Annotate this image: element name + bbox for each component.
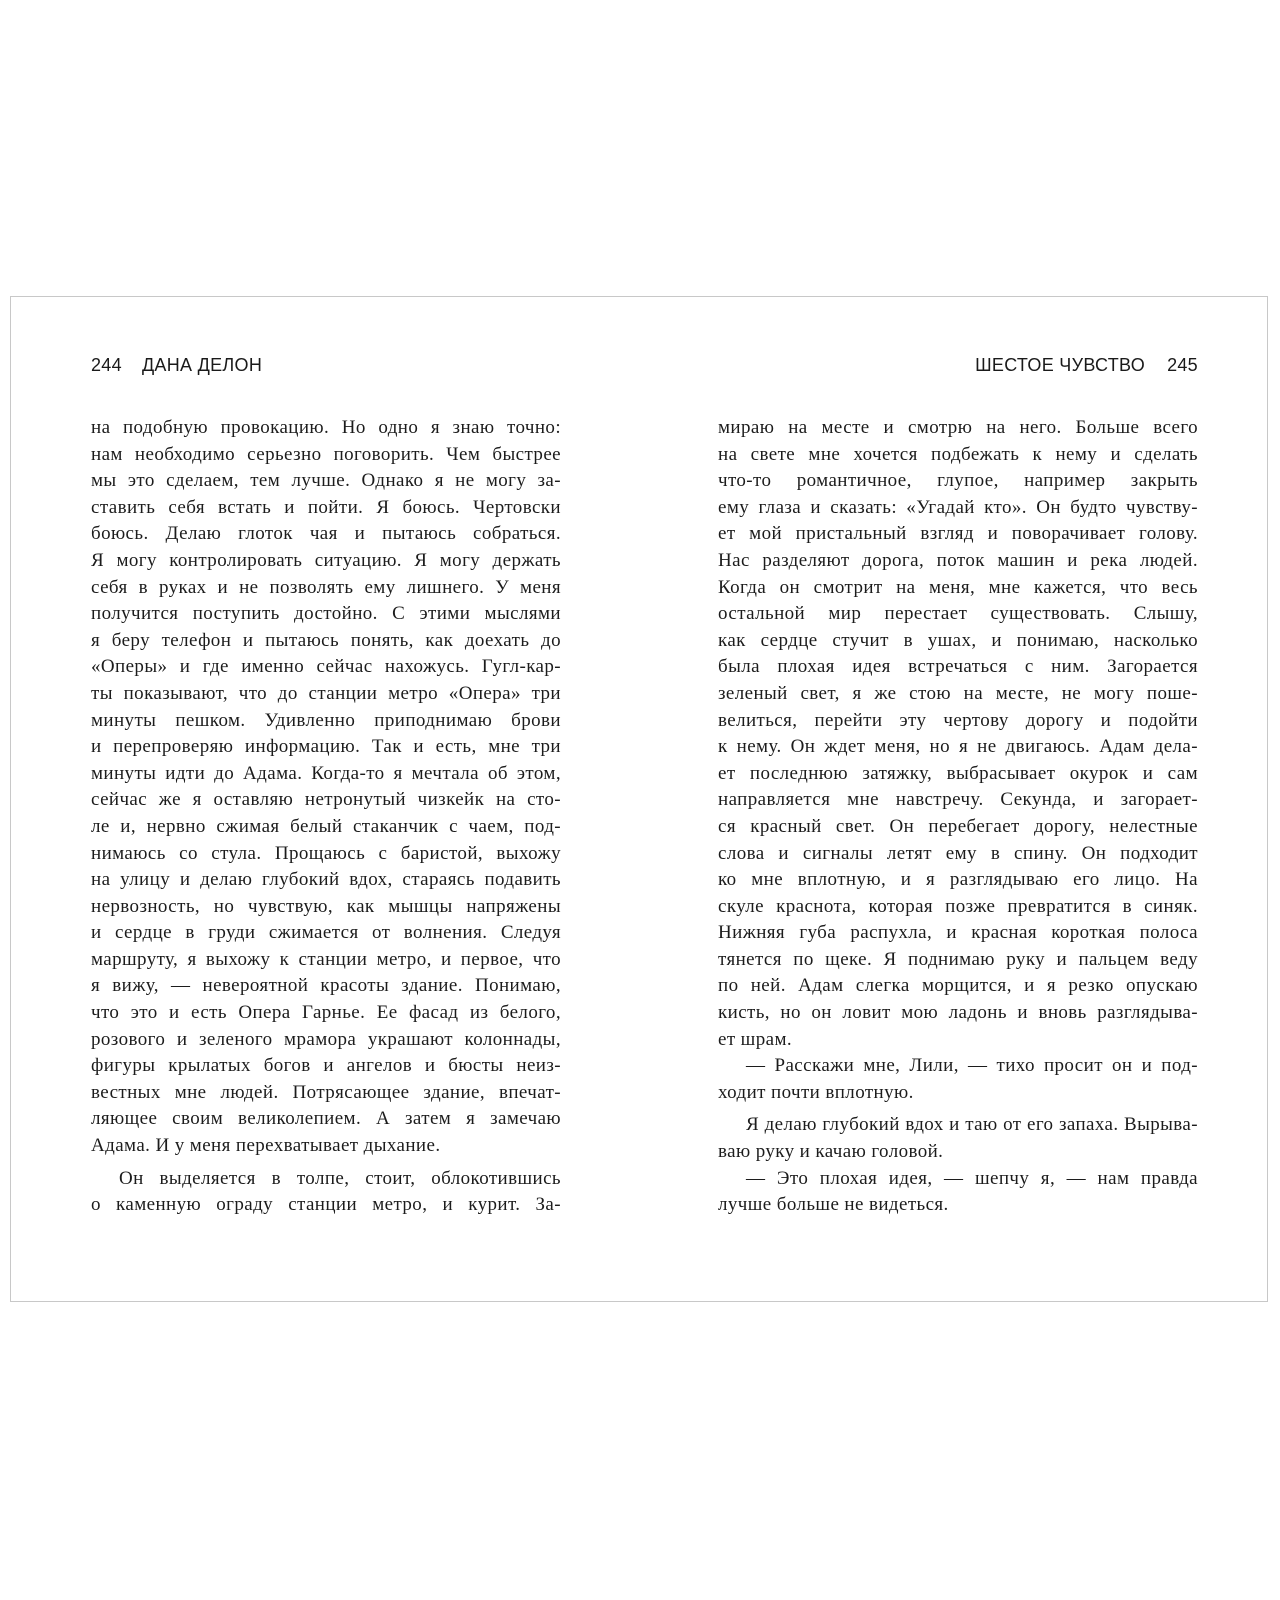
text-line: себя в руках и не позволять ему лишнего. У меня [91,576,561,598]
text-line: что это и есть Опера Гарнье. Ее фасад из белого, [91,1002,561,1024]
text-line: велиться, перейти эту чертову дорогу и подойти [718,709,1198,731]
text-line: боюсь. Делаю глоток чая и пытаюсь собраться. [91,523,561,545]
text-line: на улицу и делаю глубокий вдох, стараясь подавить [91,869,561,891]
text-line: и перепроверяю информацию. Так и есть, мне три [91,736,561,758]
text-line: ет последнюю затяжку, выбрасывает окурок и сам [718,762,1198,784]
text-line: Нас разделяют дорога, поток машин и река людей. [718,549,1198,571]
text-line: по ней. Адам слегка морщится, и я резко опускаю [718,975,1198,997]
book-spread [10,296,1268,1302]
text-line: ет шрам. [718,1028,793,1050]
right-body-text [718,415,1198,1219]
left-running-head [91,355,641,379]
text-line: — Это плохая идея, — шепчу я, — нам правда [746,1167,1198,1189]
text-line: ему глаза и сказать: «Угадай кто». Он будто чувству- [718,496,1198,518]
text-line: ет мой пристальный взгляд и поворачивает голову. [718,523,1198,545]
text-line: была плохая идея встречаться с ним. Загорается [718,656,1198,678]
text-line: на свете мне хочется подбежать к нему и сделать [718,443,1198,465]
text-line: и сердце в груди сжимается от волнения. Следуя [91,922,561,944]
text-line: вестных мне людей. Потрясающее здание, впечат- [91,1081,561,1103]
text-line: тянется по щеке. Я поднимаю руку и пальцем веду [718,948,1198,970]
text-line: нервозность, но чувствую, как мышцы напряжены [91,895,561,917]
right-page [718,297,1198,1301]
text-line: ставить себя встать и пойти. Я боюсь. Чертовски [91,496,561,518]
text-line: Он выделяется в толпе, стоит, облокотившись [119,1167,561,1189]
text-line: Нижняя губа распухла, и красная короткая полоса [718,922,1198,944]
text-line: ле и, нервно сжимая белый стаканчик с чаем, под- [91,815,561,837]
text-line: к нему. Он ждет меня, но я не двигаюсь. Адам дела- [718,736,1198,758]
left-page-number: 244 [91,355,122,375]
text-line: лучше больше не видеться. [718,1194,949,1216]
text-line: нимаюсь со стула. Прощаюсь с баристой, выхожу [91,842,561,864]
text-line: мы это сделаем, тем лучше. Однако я не могу за- [91,470,561,492]
text-line: мираю на месте и смотрю на него. Больше всего [718,417,1198,438]
text-line: ляющее своим великолепием. А затем я замечаю [91,1108,561,1130]
text-line: минуты пешком. Удивленно приподнимаю брови [91,709,561,731]
right-page-number: 245 [1167,355,1198,375]
text-line: — Расскажи мне, Лили, — тихо просит он и под- [746,1055,1198,1077]
text-line: маршруту, я выхожу к станции метро, и первое, что [91,948,561,970]
text-line: о каменную ограду станции метро, и курит. За- [91,1194,561,1216]
text-line: розового и зеленого мрамора украшают колоннады, [91,1028,561,1050]
text-line: Когда он смотрит на меня, мне кажется, что весь [718,576,1198,598]
text-line: как сердце стучит в ушах, и понимаю, насколько [718,629,1198,651]
text-line: фигуры крылатых богов и ангелов и бюсты неиз- [91,1055,561,1077]
text-line: «Оперы» и где именно сейчас нахожусь. Гугл-кар- [91,656,561,678]
text-line: зеленый свет, я же стою на месте, не могу поше- [718,682,1198,704]
text-line: нам необходимо серьезно поговорить. Чем быстрее [91,443,561,465]
right-chapter-title: ШЕСТОЕ ЧУВСТВО [975,355,1146,375]
text-line: слова и сигналы летят ему в спину. Он подходит [718,842,1198,864]
text-line: я беру телефон и пытаюсь понять, как доехать до [91,629,561,651]
text-line: ко мне вплотную, и я разглядываю его лицо. На [718,869,1198,891]
text-line: остальной мир перестает существовать. Слышу, [718,603,1198,625]
text-line: направляется мне навстречу. Секунда, и загорает- [718,789,1198,811]
text-line: я вижу, — невероятной красоты здание. Понимаю, [91,975,561,997]
text-line: минуты идти до Адама. Когда-то я мечтала об этом, [91,762,561,784]
left-body-text [91,415,561,1219]
text-line: Я делаю глубокий вдох и таю от его запаха. Вырыва- [746,1114,1198,1136]
left-page [91,297,641,1301]
text-line: Адама. И у меня перехватывает дыхание. [91,1135,441,1157]
right-running-head [718,355,1198,379]
text-line: на подобную провокацию. Но одно я знаю точно: [91,417,561,438]
text-line: кисть, но он ловит мою ладонь и вновь разглядыва- [718,1002,1198,1024]
text-line: ваю руку и качаю головой. [718,1141,944,1163]
text-line: получится поступить достойно. С этими мыслями [91,603,561,625]
text-line: сейчас же я оставляю нетронутый чизкейк на сто- [91,789,561,811]
text-line: Я могу контролировать ситуацию. Я могу держать [91,549,561,571]
text-line: скуле краснота, которая позже превратится в синяк. [718,895,1198,917]
text-line: что-то романтичное, глупое, например закрыть [718,470,1198,492]
text-line: ся красный свет. Он перебегает дорогу, нелестные [718,815,1198,837]
text-line: ты показывают, что до станции метро «Опера» три [91,682,561,704]
left-author-name: ДАНА ДЕЛОН [141,355,263,375]
text-line: ходит почти вплотную. [718,1081,914,1103]
